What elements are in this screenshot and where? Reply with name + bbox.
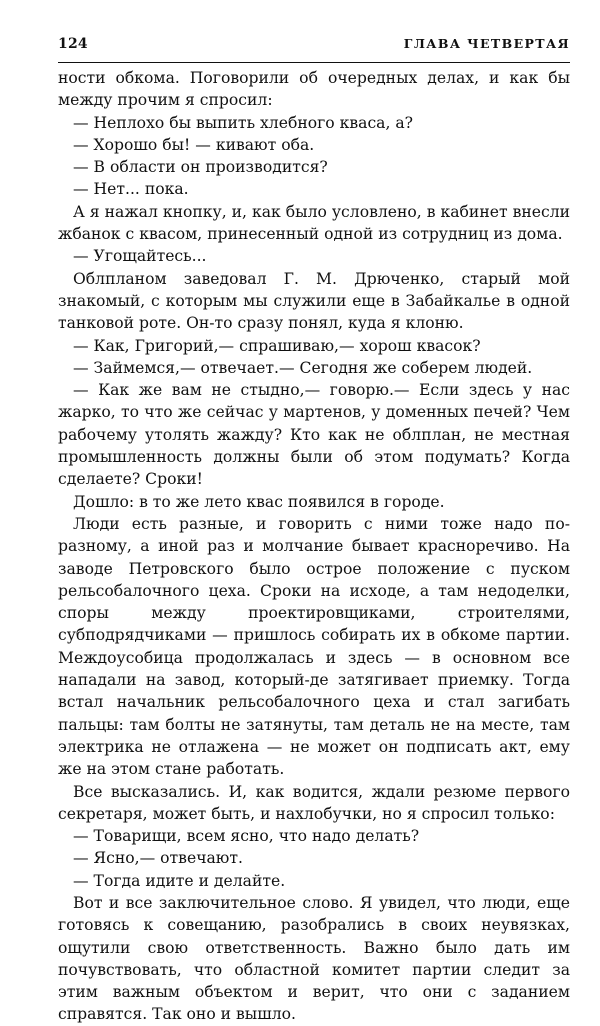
page-number: 124	[58, 36, 88, 52]
paragraph: Люди есть разные, и говорить с ними тоже надо по-разному, а иной раз и молчание бывает красноречиво. На заводе Петровского было острое положение с пуском рельсобалочного цеха. Сроки на исходе, а там недоделки, споры между проектировщиками, строителями, субподрядчиками — пришлось собирать их в обкоме партии. Междоусобица продолжалась и здесь — в основном все нападали на завод, который-де затягивает приемку. Тогда встал начальник рельсобалочного цеха и стал загибать пальцы: там болты не затянуты, там деталь не на месте, там электрика не отлажена — не может он подписать акт, ему же на этом стане работать.	[58, 514, 570, 779]
dialog-line: — Тогда идите и делайте.	[73, 871, 286, 890]
running-title: ГЛАВА ЧЕТВЕРТАЯ	[403, 36, 570, 51]
dialog-line: — Ясно,— отвечают.	[73, 849, 243, 868]
page-header	[58, 36, 570, 63]
book-page	[58, 36, 570, 1026]
paragraph: ности обкома. Поговорили об очередных делах, и как бы между прочим я спросил:	[58, 69, 570, 110]
body-text	[58, 67, 570, 1026]
paragraph: Дошло: в то же лето квас появился в городе.	[73, 492, 445, 511]
dialog-line: — Неплохо бы выпить хлебного кваса, а?	[73, 113, 414, 132]
dialog-line: — Как же вам не стыдно,— говорю.— Если здесь у нас жарко, то что же сейчас у мартенов, у доменных печей? Чем рабочему утолять жажду? Кто как не облплан, не местная промышленность должны были об этом подумать? Когда сделаете? Сроки!	[58, 381, 570, 489]
paragraph: Облпланом заведовал Г. М. Дрюченко, старый мой знакомый, с которым мы служили еще в Забайкалье в одной танковой роте. Он-то сразу понял, куда я клоню.	[58, 269, 570, 333]
paragraph: Все высказались. И, как водится, ждали резюме первого секретаря, может быть, и нахлобучки, но я спросил только:	[58, 782, 570, 823]
paragraph: А я нажал кнопку, и, как было условлено, в кабинет внесли жбанок с квасом, принесенный одной из сотрудниц из дома.	[58, 202, 570, 244]
dialog-line: — Как, Григорий,— спрашиваю,— хорош квасок?	[73, 336, 481, 355]
dialog-line: — Хорошо бы! — кивают оба.	[73, 135, 315, 154]
dialog-line: — Товарищи, всем ясно, что надо делать?	[73, 827, 420, 846]
dialog-line: — В области он производится?	[73, 158, 328, 177]
dialog-line: — Займемся,— отвечает.— Сегодня же соберем людей.	[73, 358, 533, 377]
dialog-line: — Угощайтесь...	[73, 247, 207, 266]
paragraph: Вот и все заключительное слово. Я увидел, что люди, еще готовясь к совещанию, разобрались в своих неувязках, ощутили свою ответственность. Важно было дать им почувствовать, что областной комитет партии следит за этим важным объектом и верит, что они с заданием справятся. Так оно и вышло.	[58, 893, 570, 1024]
dialog-line: — Нет... пока.	[73, 180, 189, 199]
